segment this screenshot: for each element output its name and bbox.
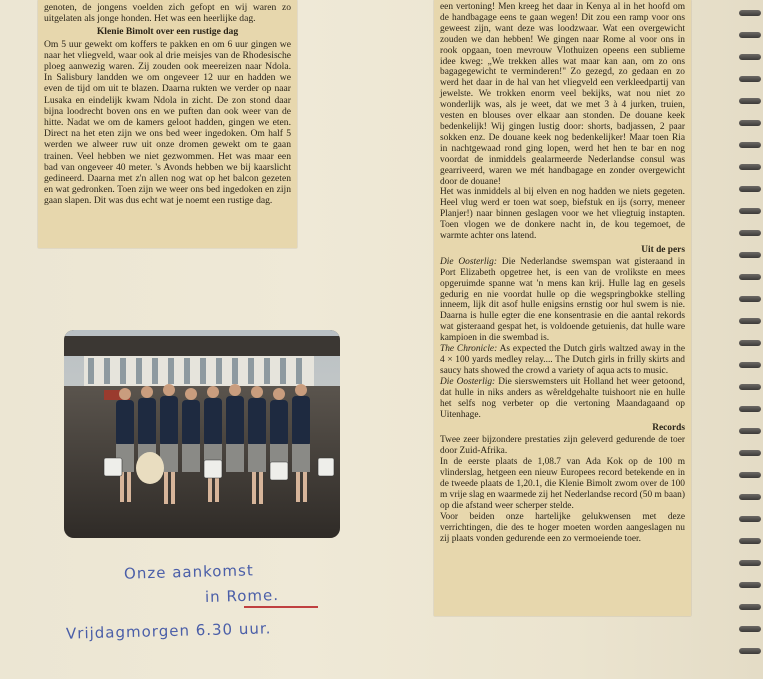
press-source-3: Die Oosterlig:: [440, 376, 496, 387]
press-text-1: Die Nederlandse swemspan wat gisteraand in Port Elizabeth opgetree het, is een van de vrolikste en mees opgeruimde spanne wat 'n mens kan krij. Hulle lag en gesels gedurig en nie voordat hulle op die wegspringbokke stelling inneem, lijk dit asof hulle enigsins ernstig oor hul swem is nie. Daarna is hulle egter die ene konsentrasie en die aantal rekords wat gisteraand gespat het, is voldoende getuienis, dat hulle ware kampioen in die swembad is.: [440, 256, 685, 344]
team-photo-illustration: [64, 330, 340, 538]
press-quote-2: [440, 344, 685, 377]
spiral-ring: [739, 406, 761, 412]
spiral-ring: [739, 186, 761, 192]
spiral-ring: [739, 98, 761, 104]
spiral-ring: [739, 76, 761, 82]
team-photo: [64, 330, 340, 538]
spiral-ring: [739, 274, 761, 280]
press-text-2: As expected the Dutch girls waltzed away in the 4 × 100 yards medley relay.... The Dutch girls in frilly skirts and saucy hats showed the crowd a variety of aqua acts to music.: [440, 344, 685, 376]
spiral-binding: [731, 0, 763, 679]
handwritten-date: Vrijdagmorgen 6.30 uur.: [65, 619, 272, 643]
clipping-heading: Klenie Bimolt over een rustige dag: [96, 26, 239, 38]
spiral-ring: [739, 362, 761, 368]
spiral-ring: [739, 428, 761, 434]
records-text-3: Voor beiden onze hartelijke gelukwensen met deze verrichtingen, die des te hoger moeten worden aangeslagen nu zij plaats vonden gedurende een zo vermoeiende toer.: [440, 511, 685, 544]
spiral-ring: [739, 318, 761, 324]
press-source-1: Die Oosterlig:: [440, 256, 497, 267]
press-text-3: Die sierswemsters uit Holland het weer getoond, dat hulle in niks anders as wêreldgehalte tuishoort nie en hulle het selfs nog verbeter op die vertoning Maandagaand op Uitenhage.: [440, 376, 685, 420]
spiral-ring: [739, 560, 761, 566]
spiral-ring: [739, 142, 761, 148]
left-newspaper-clipping: [38, 0, 297, 248]
spiral-ring: [739, 450, 761, 456]
clipping-intro-text: genoten, de jongens voelden zich gefopt en wij waren zo uitgelaten als jonge honden. Het was een heerlijke dag.: [44, 2, 291, 25]
spiral-ring: [739, 340, 761, 346]
spiral-ring: [739, 120, 761, 126]
travel-story-text: een vertoning! Men kreeg het daar in Kenya al in het hoofd om de handbagage eens te gaan wegen! Dit zou een ramp voor ons geweest zijn, want deze was loodzwaar. Wat een overgewicht zouden we dan hebben! We gingen naar Rome al voor ons in rook opgaan, toen mevrouw Vlothuizen opeens een sublieme idee kweg: „We trekken alles wat maar kan aan, om zo ons bagagegewicht te verminderen!" Zo gezegd, zo gedaan en zo werd het daar in de hal van het vliegveld een verkleedpartij van jewelste. We trokken enorm veel bekijks, wat nou niet zo wonderlijk was, als je weet, dat we met 3 à 4 jurken, truien, vesten en blouses over elkaar aan stonden. De douane keek bedenkelijk! Wij gingen lustig door: shorts, badjassen, 2 paar sokken enz. De douane keek nog bedenkelijker! Maar toen Ria in nachtgewaad rond ging lopen, werd het hen te bar en nog voordat de inmiddels gealarmeerde Nederlandse consul was gearriveerd, waren we mét handbagage en zonder overgewicht door de douane!: [440, 2, 685, 187]
spiral-ring: [739, 494, 761, 500]
spiral-ring: [739, 10, 761, 16]
spiral-ring: [739, 296, 761, 302]
press-source-2: The Chronicle:: [440, 344, 498, 355]
spiral-ring: [739, 648, 761, 654]
spiral-ring: [739, 230, 761, 236]
press-heading: Uit de pers: [641, 244, 685, 255]
spiral-ring: [739, 516, 761, 522]
caption-underline: [244, 606, 318, 608]
spiral-ring: [739, 472, 761, 478]
handwritten-caption-line-1: Onze aankomst: [123, 561, 254, 583]
right-newspaper-clipping: [434, 0, 691, 616]
spiral-ring: [739, 538, 761, 544]
records-text-1: Twee zeer bijzondere prestaties zijn geleverd gedurende de toer door Zuid-Afrika.: [440, 435, 685, 457]
clipping-body-text: Om 5 uur gewekt om koffers te pakken en om 6 uur gingen we naar het vliegveld, waar ook al drie meisjes van de Rhodesische ploeg aanwezig waren. Zij zouden ook meereizen naar Ndola. In Salisbury landden we om ongeveer 12 uur en hadden we even de tijd om uit te blazen. Daarna rukten we verder op naar Lusaka en eindelijk kwam Ndola in zicht. De zon stond daar bijna loodrecht boven ons en we puften dan ook weer van de hitte. Nadat we om de kamers geloot hadden, gingen we eten. Direct na het eten zijn we ons bed weer ingedoken. Om half 5 werden we alweer ruw uit onze dromen gewekt om te gaan trainen. Veel hebben we niet gezwommen. Het was maar een bad van ongeveer 40 meter. 's Avonds hebben we bij kaarslicht gedineerd. Daarna met z'n allen nog wat op het balcon gezeten en wat gedronken. Toen zijn we weer ons bed ingedoken en zijn gaan slapen. Dit was dus echt wat je noemt een rustige dag.: [44, 38, 291, 207]
spiral-ring: [739, 252, 761, 258]
press-quote-3: [440, 377, 685, 421]
spiral-ring: [739, 604, 761, 610]
travel-story-text-2: Het was inmiddels al bij elven en nog hadden we niets gegeten. Heel vlug werd er toen wat soep, biefstuk en ijs (sorry, meneer Planjer!) naar binnen geslagen voor we het vliegtuig instapten. Toen vlogen we de donkere nacht in, de kou tegemoet, de warmte achter ons latend.: [440, 187, 685, 242]
records-heading: Records: [652, 423, 685, 434]
handwritten-caption-line-2: in Rome.: [204, 586, 280, 606]
spiral-ring: [739, 384, 761, 390]
spiral-ring: [739, 164, 761, 170]
spiral-ring: [739, 208, 761, 214]
spiral-ring: [739, 626, 761, 632]
spiral-ring: [739, 54, 761, 60]
records-text-2: In de eerste plaats de 1,08.7 van Ada Kok op de 100 m vlinderslag, hetgeen een nieuw Europees record betekende en in de tweede plaats de 1,20.1, die Klenie Bimolt zwom over de 100 m vrije slag en waarmede zij het Nederlandse record (50 m baan) op die afstand weer scherper stelde.: [440, 457, 685, 511]
spiral-ring: [739, 582, 761, 588]
spiral-ring: [739, 32, 761, 38]
press-quote-1: [440, 257, 685, 344]
